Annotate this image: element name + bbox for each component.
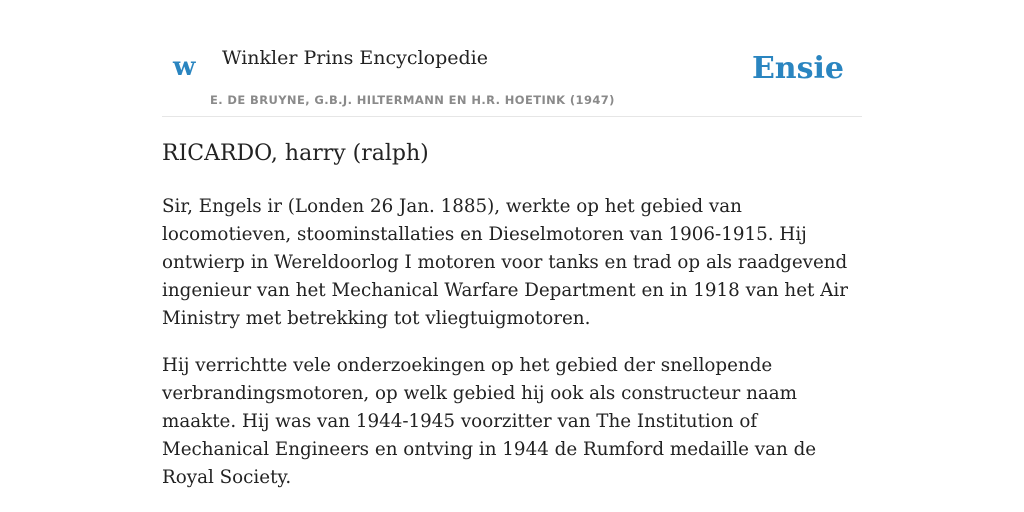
entry-body [162,193,862,511]
source-logo[interactable]: w [173,52,196,82]
entry-paragraph: Sir, Engels ir (Londen 26 Jan. 1885), werkte op het gebied van locomotieven, stoominstallaties en Dieselmotoren van 1906-1915. Hij ontwierp in Wereldoorlog I motoren voor tanks en trad op als raadgevend ingenieur van het Mechanical Warfare Department en in 1918 van het Air Ministry met betrekking tot vliegtuigmotoren. [162,196,848,329]
source-title[interactable]: Winkler Prins Encyclopedie [222,47,488,69]
brand-logo[interactable]: Ensie [751,51,844,86]
source-authors: E. DE BRUYNE, G.B.J. HILTERMANN EN H.R. HOETINK (1947) [210,93,615,107]
entry-paragraph: Hij verrichtte vele onderzoekingen op het gebied der snellopende verbrandingsmotoren, op welk gebied hij ook als constructeur naam maakte. Hij was van 1944-1945 voorzitter van The Institution of Mechanical Engineers en ontving in 1944 de Rumford medaille van de Royal Society. [162,355,817,488]
source-header [162,40,862,117]
entry-title: RICARDO, harry (ralph) [162,141,429,166]
